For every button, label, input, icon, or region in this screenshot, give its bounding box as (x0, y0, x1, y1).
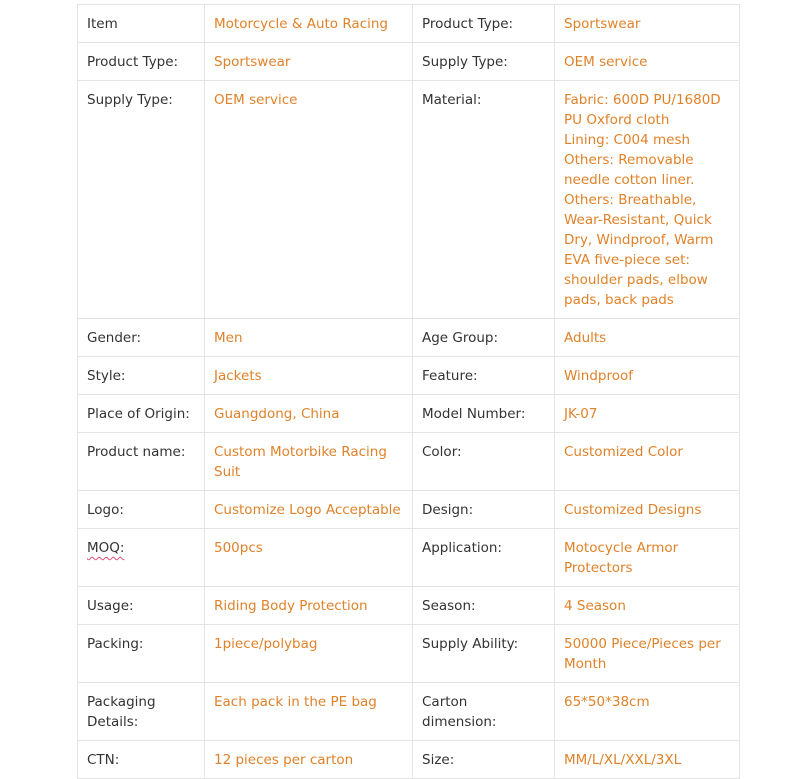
spec-label: Supply Type: (78, 81, 205, 319)
spec-value: Custom Motorbike Racing Suit (205, 433, 413, 491)
material-line: Others: Breathable, Wear-Resistant, Quick Dry, Windproof, Warm (564, 192, 714, 248)
table-row (78, 5, 740, 43)
moq-label: MOQ: (87, 540, 125, 556)
spec-label: Model Number: (413, 395, 555, 433)
table-row (78, 433, 740, 491)
spec-value: Guangdong, China (205, 395, 413, 433)
material-line: Fabric: 600D PU/1680D PU Oxford cloth (564, 92, 721, 128)
spec-value: OEM service (555, 43, 740, 81)
table-row (78, 319, 740, 357)
spec-label: CTN: (78, 741, 205, 779)
spec-value: 500pcs (205, 529, 413, 587)
spec-label: Age Group: (413, 319, 555, 357)
spec-value: Motocycle Armor Protectors (555, 529, 740, 587)
spec-value: Jackets (205, 357, 413, 395)
spec-value: Customize Logo Acceptable (205, 491, 413, 529)
table-row (78, 491, 740, 529)
spec-label: Packaging Details: (78, 683, 205, 741)
spec-label: Style: (78, 357, 205, 395)
spec-value: 1piece/polybag (205, 625, 413, 683)
table-row (78, 395, 740, 433)
spec-value: Riding Body Protection (205, 587, 413, 625)
material-line: EVA five-piece set: shoulder pads, elbow pads, back pads (564, 252, 708, 308)
spec-label: Season: (413, 587, 555, 625)
spec-value: OEM service (205, 81, 413, 319)
table-row (78, 529, 740, 587)
spec-value: MM/L/XL/XXL/3XL (555, 741, 740, 779)
spec-value: 4 Season (555, 587, 740, 625)
spec-value: JK-07 (555, 395, 740, 433)
spec-value: Men (205, 319, 413, 357)
spec-value: Each pack in the PE bag (205, 683, 413, 741)
spec-value: Adults (555, 319, 740, 357)
spec-label: Product Type: (78, 43, 205, 81)
spec-value: Customized Designs (555, 491, 740, 529)
spec-value: Customized Color (555, 433, 740, 491)
spec-label: Product Type: (413, 5, 555, 43)
spec-value: 12 pieces per carton (205, 741, 413, 779)
spec-label: Design: (413, 491, 555, 529)
spec-label: Supply Ability: (413, 625, 555, 683)
spec-label: Application: (413, 529, 555, 587)
spec-label: Color: (413, 433, 555, 491)
spec-label: Gender: (78, 319, 205, 357)
spec-label: Packing: (78, 625, 205, 683)
material-line: Others: Removable needle cotton liner. (564, 152, 695, 188)
spec-label: Product name: (78, 433, 205, 491)
table-row (78, 587, 740, 625)
spec-label: Feature: (413, 357, 555, 395)
table-row (78, 683, 740, 741)
spec-value: 50000 Piece/Pieces per Month (555, 625, 740, 683)
spec-label: Carton dimension: (413, 683, 555, 741)
spec-label: Logo: (78, 491, 205, 529)
spec-label: Supply Type: (413, 43, 555, 81)
spec-value: Motorcycle & Auto Racing (205, 5, 413, 43)
table-row (78, 81, 740, 319)
spec-value: Sportswear (205, 43, 413, 81)
material-value (555, 81, 740, 319)
material-line: Lining: C004 mesh (564, 132, 691, 148)
spec-value: Windproof (555, 357, 740, 395)
product-spec-table (77, 4, 740, 779)
spec-label: Usage: (78, 587, 205, 625)
spec-label (78, 529, 205, 587)
table-row (78, 357, 740, 395)
spec-label: Material: (413, 81, 555, 319)
spec-value: Sportswear (555, 5, 740, 43)
table-row (78, 43, 740, 81)
table-row (78, 625, 740, 683)
spec-label: Size: (413, 741, 555, 779)
spec-label: Place of Origin: (78, 395, 205, 433)
product-spec-container (77, 4, 739, 779)
spec-label: Item (78, 5, 205, 43)
spec-value: 65*50*38cm (555, 683, 740, 741)
table-row (78, 741, 740, 779)
